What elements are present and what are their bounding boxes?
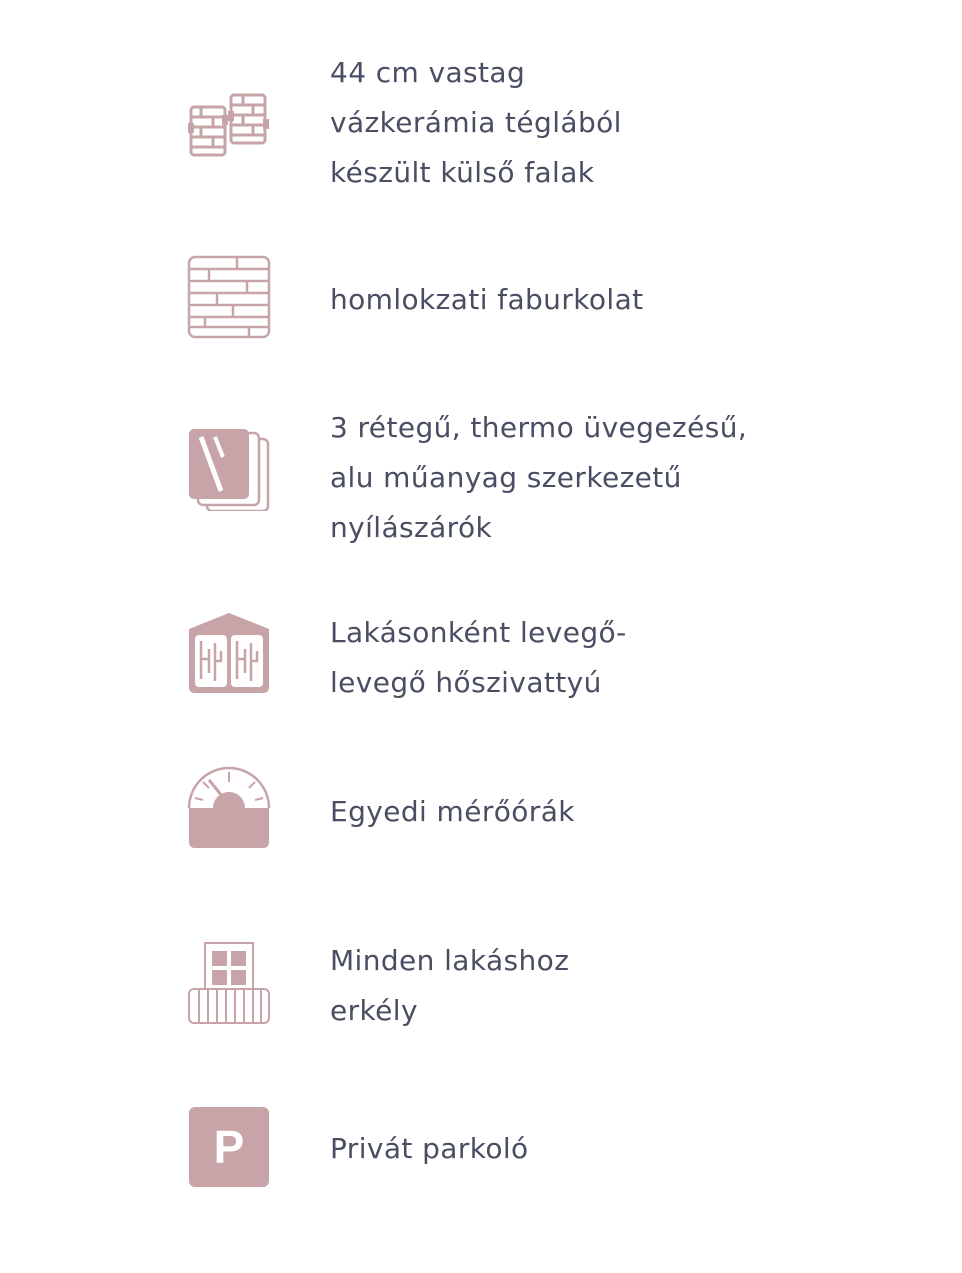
feature-text-line: homlokzati faburkolat <box>330 283 644 316</box>
feature-text <box>330 936 890 1036</box>
feature-text <box>330 403 890 553</box>
wood-cladding-icon <box>187 255 271 339</box>
parking-icon <box>187 1105 271 1189</box>
feature-text <box>330 787 890 837</box>
feature-text-line: készült külső falak <box>330 156 595 189</box>
triple-glazing-icon <box>187 427 271 511</box>
parking-icon-letter: P <box>213 1121 245 1173</box>
feature-text-line: 44 cm vastag <box>330 56 526 89</box>
feature-text <box>330 1124 890 1174</box>
feature-text-line: 3 rétegű, thermo üvegezésű, <box>330 411 748 444</box>
feature-text-line: erkély <box>330 994 418 1027</box>
feature-text-line: alu műanyag szerkezetű <box>330 461 682 494</box>
feature-text-line: Privát parkoló <box>330 1132 529 1165</box>
feature-text <box>330 48 890 198</box>
feature-text-line: vázkerámia téglából <box>330 106 622 139</box>
feature-text-line: Lakásonként levegő- <box>330 616 627 649</box>
feature-text-line: levegő hőszivattyú <box>330 666 602 699</box>
meter-gauge-icon <box>187 766 271 850</box>
feature-text-line: Egyedi mérőórák <box>330 795 575 828</box>
feature-text <box>330 275 890 325</box>
balcony-icon <box>187 941 271 1025</box>
feature-text <box>330 608 890 708</box>
feature-text-line: Minden lakáshoz <box>330 944 570 977</box>
brick-pillars-icon <box>187 85 271 169</box>
feature-text-line: nyílászárók <box>330 511 493 544</box>
heat-pump-icon <box>187 611 271 695</box>
